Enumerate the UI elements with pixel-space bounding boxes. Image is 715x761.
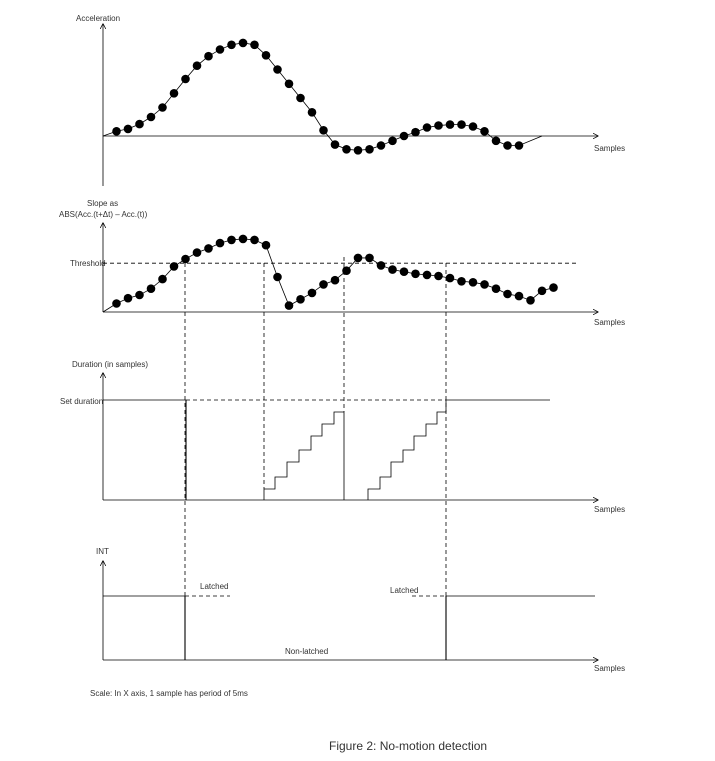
acceleration-sample-32 [469,122,478,131]
slope-sample-19 [319,280,328,289]
duration-panel [60,360,625,514]
acceleration-sample-27 [411,128,420,137]
int-y-label: INT [96,547,109,556]
slope-sample-39 [549,283,558,292]
slope-sample-10 [216,239,225,248]
slope-sample-4 [147,284,156,293]
slope-samples [112,235,558,310]
acceleration-sample-9 [204,52,213,61]
acceleration-sample-18 [308,108,317,117]
slope-sample-32 [469,278,478,287]
acceleration-sample-4 [147,113,156,122]
acceleration-sample-24 [377,141,386,150]
slope-sample-36 [515,292,524,301]
slope-sample-21 [342,266,351,275]
slope-sample-25 [388,265,397,274]
slope-y-label-line2: ABS(Acc.(t+Δt) – Acc.(t)) [59,210,148,219]
slope-sample-30 [446,274,455,283]
acceleration-sample-13 [250,41,259,50]
duration-y-label: Duration (in samples) [72,360,149,369]
non-latched-label: Non-latched [285,647,329,656]
duration-staircase-1 [264,412,344,500]
acceleration-samples [112,39,523,155]
acceleration-sample-14 [262,51,271,60]
slope-sample-22 [354,254,363,263]
slope-sample-12 [239,235,248,244]
acceleration-y-label: Acceleration [76,14,121,23]
set-duration-label: Set duration [60,397,104,406]
acceleration-sample-26 [400,132,409,141]
acceleration-sample-36 [515,141,524,150]
slope-sample-13 [250,236,259,245]
acceleration-sample-15 [273,65,282,74]
int-x-label: Samples [594,664,626,673]
acceleration-sample-30 [446,120,455,129]
latched-label-2: Latched [390,586,419,595]
slope-sample-8 [193,248,202,257]
scale-note: Scale: In X axis, 1 sample has period of 5ms [90,689,248,698]
slope-sample-3 [135,291,144,300]
acceleration-panel [76,14,625,186]
slope-sample-20 [331,276,340,285]
slope-sample-15 [273,273,282,282]
acceleration-sample-21 [342,145,351,154]
acceleration-sample-29 [434,121,443,130]
slope-sample-23 [365,254,374,263]
duration-x-label: Samples [594,505,626,514]
slope-sample-27 [411,270,420,279]
acceleration-sample-33 [480,127,489,136]
slope-sample-17 [296,295,305,304]
interrupt-panel [96,547,625,673]
slope-sample-38 [538,287,547,296]
slope-sample-26 [400,267,409,276]
slope-sample-34 [492,284,501,293]
acceleration-sample-11 [227,41,236,50]
acceleration-sample-34 [492,137,501,146]
slope-sample-28 [423,271,432,280]
figure-caption: Figure 2: No-motion detection [329,739,488,753]
threshold-label: Threshold [70,259,106,268]
slope-sample-29 [434,272,443,281]
acceleration-sample-6 [170,89,179,98]
acceleration-sample-20 [331,140,340,149]
acceleration-sample-19 [319,126,328,135]
slope-curve [103,239,554,312]
crossing-guides [185,257,446,596]
slope-sample-11 [227,236,236,245]
slope-sample-1 [112,299,121,308]
acceleration-sample-10 [216,45,225,54]
slope-sample-24 [377,261,386,270]
slope-y-label-line1: Slope as [87,199,119,208]
acceleration-sample-28 [423,123,432,132]
slope-sample-35 [503,290,512,299]
acceleration-sample-8 [193,61,202,70]
acceleration-sample-23 [365,145,374,154]
slope-sample-33 [480,280,489,289]
latched-label-1: Latched [200,582,229,591]
acceleration-sample-22 [354,146,363,155]
slope-sample-14 [262,241,271,250]
acceleration-sample-3 [135,120,144,129]
acceleration-x-label: Samples [594,144,626,153]
slope-sample-9 [204,244,213,253]
slope-sample-16 [285,301,294,310]
slope-x-label: Samples [594,318,626,327]
acceleration-sample-2 [124,125,133,134]
acceleration-sample-5 [158,103,167,112]
acceleration-sample-17 [296,94,305,103]
slope-sample-5 [158,275,167,284]
slope-sample-2 [124,294,133,303]
duration-staircase-2 [368,400,446,500]
acceleration-sample-25 [388,137,397,146]
acceleration-sample-16 [285,80,294,89]
acceleration-sample-12 [239,39,248,48]
slope-sample-18 [308,289,317,298]
acceleration-sample-31 [457,120,466,129]
slope-sample-37 [526,296,535,305]
slope-sample-31 [457,277,466,286]
acceleration-sample-1 [112,127,121,136]
slope-sample-6 [170,262,179,271]
acceleration-sample-35 [503,141,512,150]
acceleration-sample-7 [181,75,190,84]
slope-panel [59,199,625,327]
slope-sample-7 [181,255,190,264]
